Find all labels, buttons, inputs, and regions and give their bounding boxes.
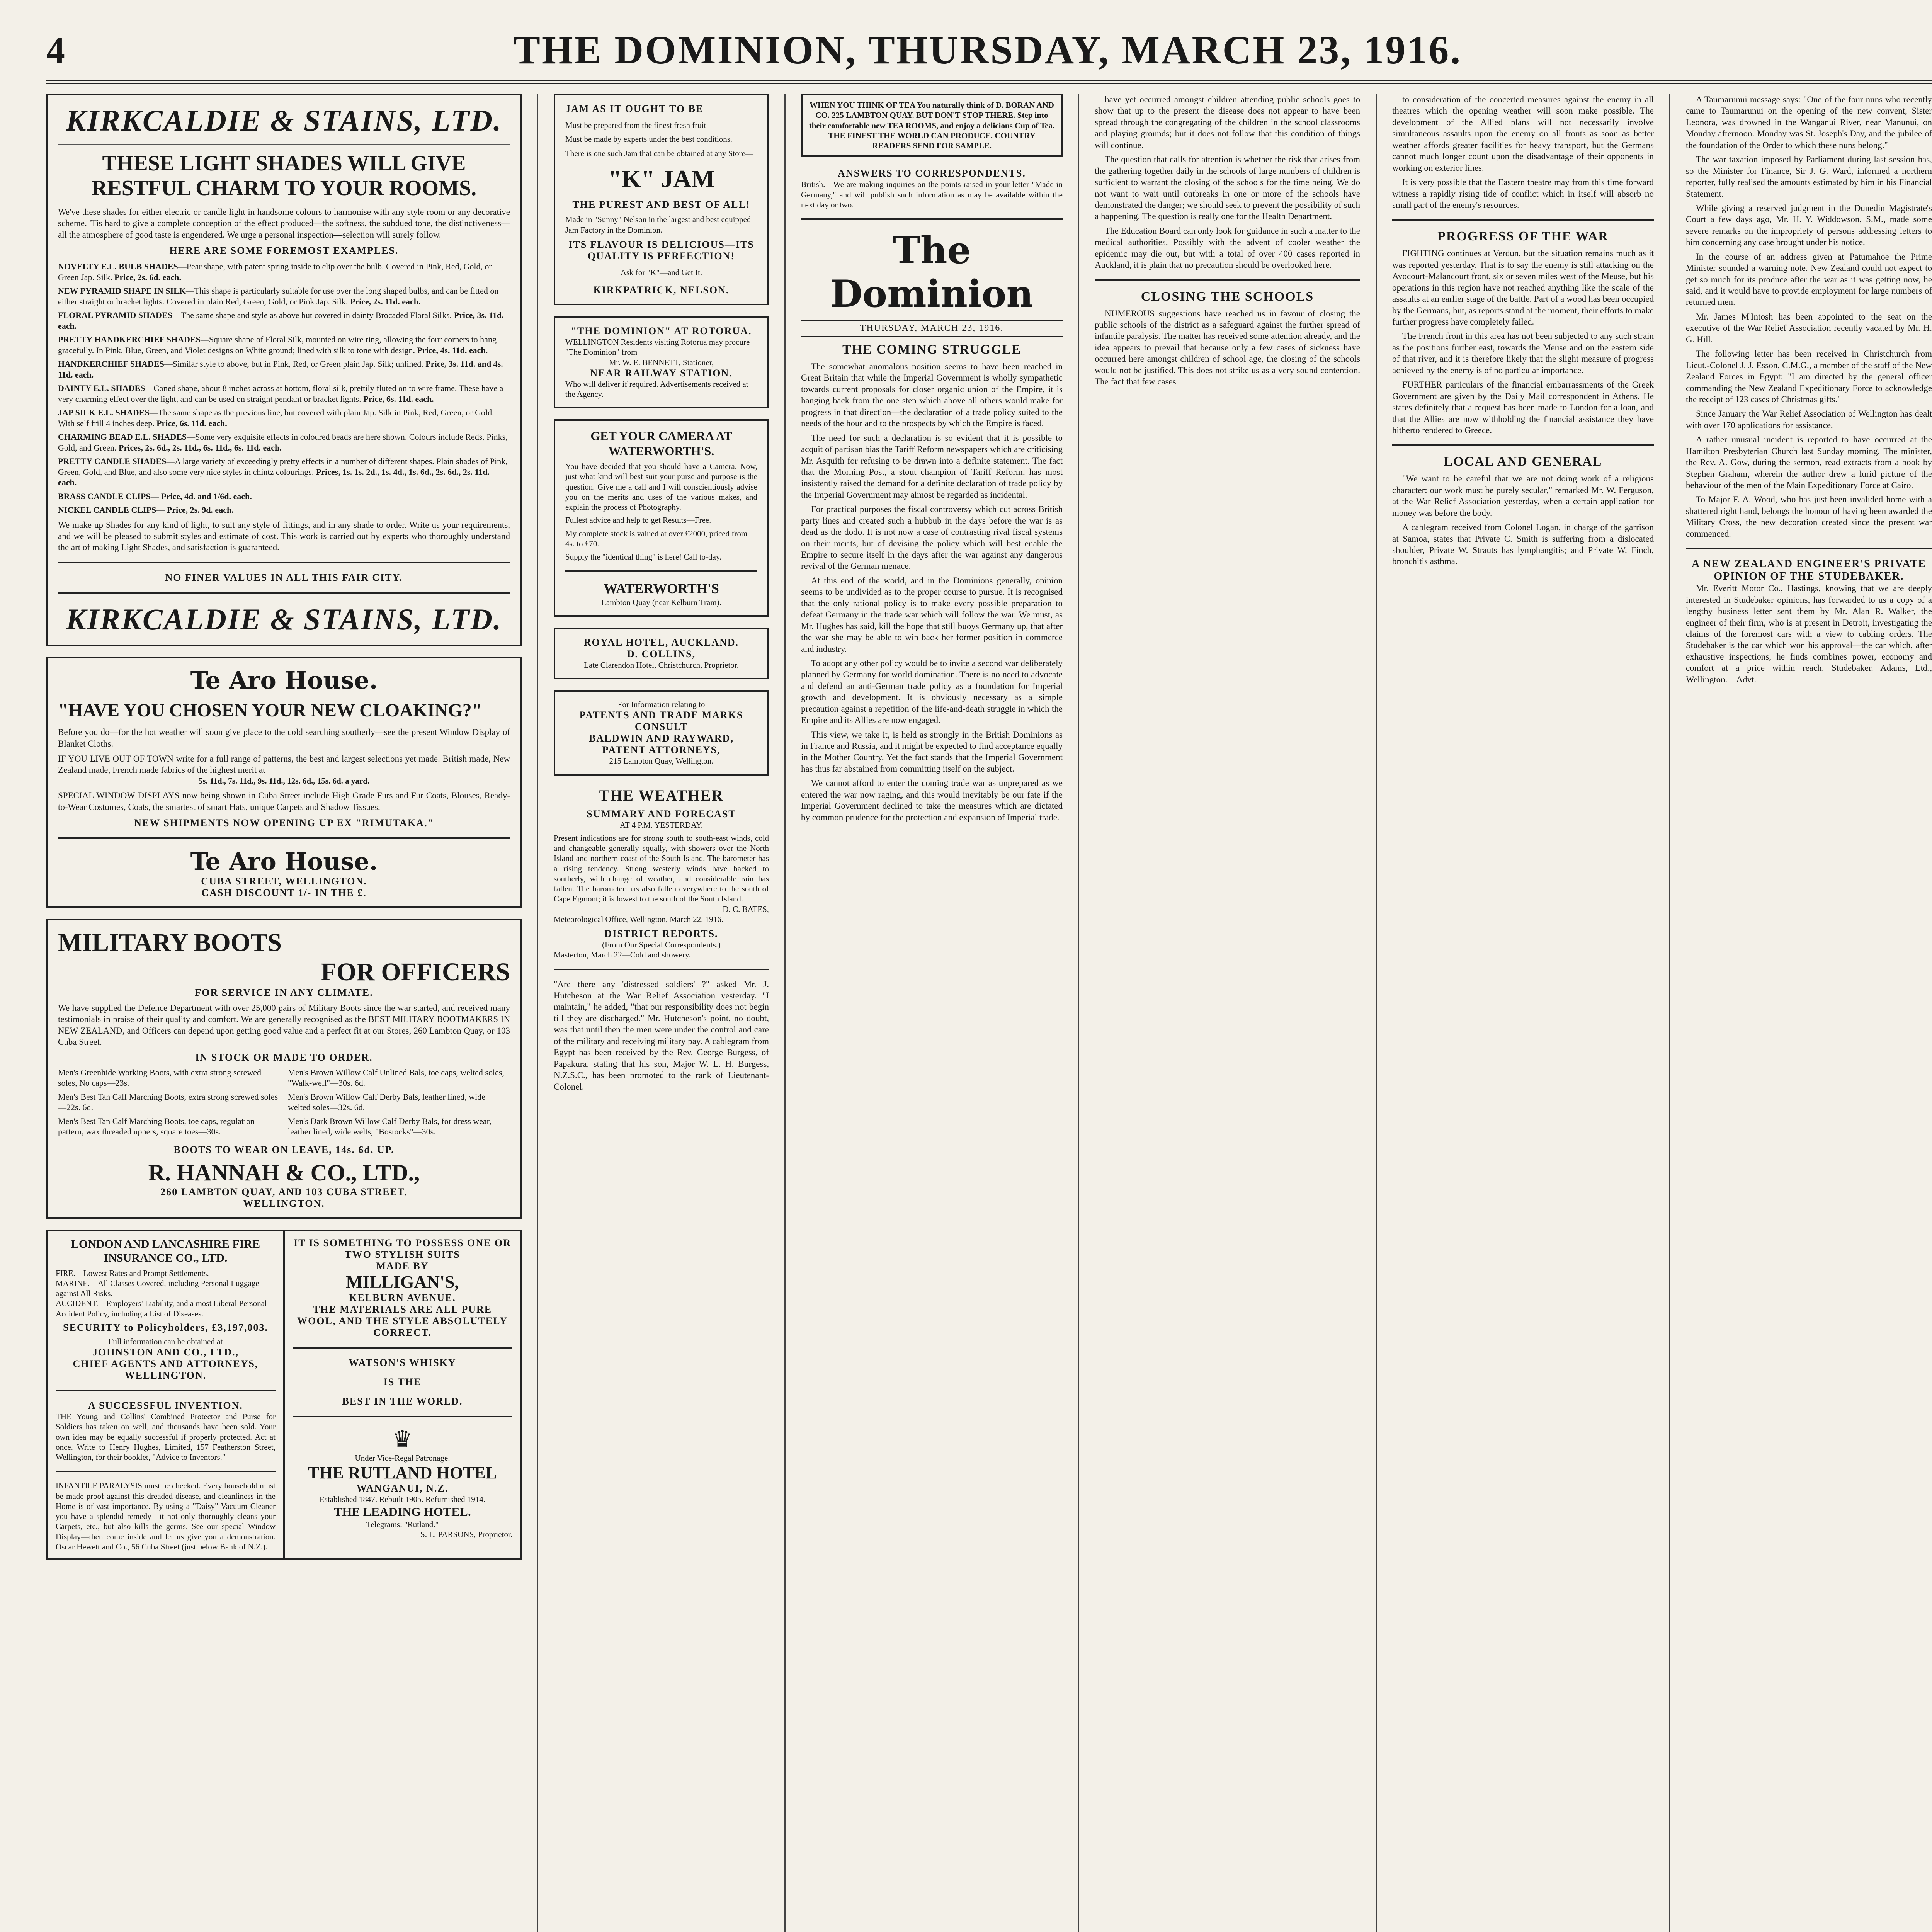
boots-headline-2: FOR OFFICERS	[321, 957, 510, 986]
weather-office: Meteorological Office, Wellington, March 22, 1916.	[554, 914, 724, 924]
boots-headline: MILITARY BOOTS	[58, 928, 282, 957]
rotorua-text: WELLINGTON Residents visiting Rotorua may procure "The Dominion" from	[565, 337, 750, 357]
jam-l2: Must be made by experts under the best conditions.	[565, 134, 733, 144]
insurance-agents: JOHNSTON AND CO., LTD.,	[92, 1347, 239, 1358]
closing-schools-head: CLOSING THE SCHOOLS	[1141, 289, 1314, 304]
insurance-info: Full information can be obtained at	[108, 1337, 223, 1346]
kirkcaldie-item	[58, 359, 510, 380]
waterworths-name: WATERWORTH'S	[604, 581, 719, 597]
local-general-head: LOCAL AND GENERAL	[1444, 454, 1602, 469]
col5-p4: The French front in this area has not been subjected to any such strain as the positions further east, towards the Meuse and on the eastern side of that river, and it is therefore likely that the slight measure of progress achieved by the enemy is of no particular importance.	[1392, 331, 1654, 375]
rotorua-agent: Mr. W. E. BENNETT, Stationer,	[609, 357, 714, 367]
kirkcaldie-item-name: NEW PYRAMID SHAPE IN SILK	[58, 286, 186, 296]
col6-p7: Since January the War Relief Association of Wellington has dealt with over 170 applications for assistance.	[1686, 409, 1932, 430]
struggle-p6: This view, we take it, is held as strongly in the British Dominions as in France and Russia, and it might be expected to find acceptance equally in the Mother Country. Yet the fact stands that the Imperial Government has thus far abstained from committing itself on the subject.	[801, 730, 1063, 774]
royal-name: ROYAL HOTEL, AUCKLAND.	[583, 636, 739, 648]
waterworths-camera-ad	[554, 419, 769, 616]
rutland-patronage: Under Vice-Regal Patronage.	[355, 1453, 450, 1463]
page-header	[46, 27, 1932, 84]
weather-district-head: DISTRICT REPORTS.	[604, 928, 718, 940]
col5-p7: A cablegram received from Colonel Logan, in charge of the garrison at Samoa, states that Private C. Smith is suffering from a dislocated shoulder, Private W. Strauts has lymphangitis; and Private W. Finch, bronchitis asthma.	[1392, 522, 1654, 566]
col6-p5: Mr. James M'Intosh has been appointed to the seat on the executive of the War Relief Association recently vacated by Mr. H. G. Hill.	[1686, 311, 1932, 344]
military-boots-ad	[46, 919, 522, 1219]
boots-item: Men's Brown Willow Calf Unlined Bals, toe caps, welted soles, "Walk-well"—30s. 6d.	[288, 1067, 504, 1088]
boots-left-items	[58, 1067, 280, 1140]
col6-p6: The following letter has been received in Christchurch from Lieut.-Colonel J. J. Esson, C.M.G., a member of the staff of the New Zealand Forces in Egypt: "I am directed by the general officer commanding the New Zealand Expeditionary Force to acknowledge the receipt of 123 cases of Christmas gifts."	[1686, 349, 1932, 404]
coming-struggle-article	[801, 361, 1063, 823]
te-aro-house-ad	[46, 657, 522, 908]
column-editorial	[784, 94, 1078, 1932]
rutland-leading: THE LEADING HOTEL.	[334, 1505, 471, 1519]
kirkcaldie-item	[58, 456, 510, 488]
crown-crest-icon: ♛	[392, 1427, 413, 1452]
kirkcaldie-item-price: Prices, 2s. 6d., 2s. 11d., 6s. 11d., 6s. 11d. each.	[119, 442, 282, 452]
invention-text: THE Young and Collins' Combined Protector and Purse for Soldiers has taken on well, and thousands have been sold. Your own idea may be equally successful if properly protected. Act at once. Write to Henry Hughes, Limited, 157 Featherston Street, Wellington, for their booklet, "Advice to Inventors."	[56, 1412, 276, 1462]
milligans-address: KELBURN AVENUE.	[349, 1292, 456, 1304]
kirkcaldie-item-price: Prices, 1s. 1s. 2d., 1s. 4d., 1s. 6d., 2s. 6d., 2s. 11d. each.	[58, 467, 490, 488]
milligans-name: MILLIGAN'S,	[346, 1272, 459, 1292]
camera-head: GET YOUR CAMERA AT WATERWORTH'S.	[590, 429, 732, 458]
weather-sub: SUMMARY AND FORECAST	[587, 808, 736, 820]
kirkcaldie-item-text: —Similar style to above, but in Pink, Red, or Green plain Jap. Silk; unlined.	[164, 359, 426, 369]
paralysis-text: INFANTILE PARALYSIS must be checked. Every household must be made proof against this dreaded disease, and cleanliness in the Home is of vast importance. By using a "Daisy" Vacuum Cleaner you have a splendid remedy—it not only thoroughly cleans your Carpets, etc., but also kills the germs. See our special Window Display—then come inside and let us give you a demonstration. Oscar Hewett and Co., 56 Cuba Street (just below Bank of N.Z.).	[56, 1481, 276, 1551]
insurance-city: WELLINGTON.	[124, 1370, 207, 1381]
boots-item: Men's Brown Willow Calf Derby Bals, leather lined, wide welted soles—32s. 6d.	[288, 1092, 486, 1112]
milligans-made-by: MADE BY	[376, 1260, 429, 1272]
weather-district-sub: (From Our Special Correspondents.)	[602, 940, 721, 950]
kirkcaldie-item-price: Price, 6s. 11d. each.	[363, 394, 434, 404]
whisky-l1: WATSON'S WHISKY	[349, 1357, 456, 1369]
col6-p1: A Taumarunui message says: "One of the four nuns who recently came to Taumarunui on the opening of the new convent, Sister Leonora, was drowned in the Wanganui River, near Manunui, on Monday afternoon. Monday was St. Joseph's Day, and the jubilee of the foundation of the Order to which these nuns belong."	[1686, 95, 1932, 150]
kirkcaldie-item-text: —	[150, 491, 162, 501]
patents-ad	[554, 690, 769, 776]
newspaper-dateline-header: THE DOMINION, THURSDAY, MARCH 23, 1916.	[513, 28, 1462, 72]
patents-head: PATENTS AND TRADE MARKS CONSULT	[579, 709, 743, 733]
kirkcaldie-item-price: Price, 6s. 11d. each.	[156, 418, 227, 428]
struggle-p1: The somewhat anomalous position seems to have been reached in Great Britain that while the Imperial Government is wholly sympathetic towards current proposals for closer organic union of the Empire, it is hanging back from the one step which above all others would make for progress in that direction—the declaration of a trade policy suited to the needs of the hour and to the prospects by which the Empire is faced.	[801, 362, 1063, 429]
engineer-head: A NEW ZEALAND ENGINEER'S PRIVATE OPINION OF THE STUDEBAKER.	[1691, 558, 1927, 583]
col4-p1: have yet occurred amongst children attending public schools goes to show that up to the present the disease does not appear to have been spread through the congregating of the children in the school classrooms and playing grounds; but it does not follow that this condition of things will continue.	[1095, 95, 1360, 150]
te-aro-prices: 5s. 11d., 7s. 11d., 9s. 11d., 12s. 6d., 15s. 6d. a yard.	[198, 776, 370, 786]
royal-prop: D. COLLINS,	[627, 648, 696, 660]
struggle-p2: The need for such a declaration is so evident that it is possible to acquit of partisan bias the Tariff Reform newspapers which are criticising Mr. Asquith for refusing to be drawn into a definite statement. The fact that the Morning Post, a stout champion of Tariff Reform, has most insistently raised the demand for a definite declaration of trade policy by the Imperial Government may almost be regarded as incidental.	[801, 433, 1063, 500]
kirkcaldie-name-repeat: KIRKCALDIE & STAINS, LTD.	[66, 602, 502, 636]
kirkcaldie-item-name: BRASS CANDLE CLIPS	[58, 491, 151, 501]
milligans-head: IT IS SOMETHING TO POSSESS ONE OR TWO STYLISH SUITS	[293, 1237, 512, 1260]
kirkcaldie-item-name: PRETTY CANDLE SHADES	[58, 456, 167, 466]
te-aro-name: Te Aro House.	[190, 666, 378, 694]
kirkcaldie-item-price: Price, 2s. 9d. each.	[167, 505, 234, 515]
col6-p3: While giving a reserved judgment in the Dunedin Magistrate's Court a few days ago, Mr. H. Y. Widdowson, S.M., made some severe remarks on the impropriety of persons addressing letters to him concerning any case brought under his notice.	[1686, 203, 1932, 247]
weather-head: THE WEATHER	[599, 786, 724, 804]
rutland-prop: S. L. PARSONS, Proprietor.	[420, 1530, 512, 1539]
kirkcaldie-item-text: —Pear shape, with patent spring inside to clip over the bulb. Covered in Pink, Red, Gold, or Green Jap. Silk.	[58, 262, 492, 282]
kirkcaldie-ad	[46, 94, 522, 646]
kirkcaldie-item-name: DAINTY E.L. SHADES	[58, 383, 145, 393]
royal-late: Late Clarendon Hotel, Christchurch, Proprietor.	[584, 660, 739, 670]
te-aro-address: CUBA STREET, WELLINGTON.	[201, 875, 367, 887]
camera-advice: Fullest advice and help to get Results—Free.	[565, 515, 711, 525]
insurance-and-small-ads	[46, 1230, 285, 1560]
kirkcaldie-item-price: Price, 2s. 6d. each.	[114, 272, 181, 282]
boots-leave: BOOTS TO WEAR ON LEAVE, 14s. 6d. UP.	[173, 1144, 395, 1155]
boots-item: Men's Greenhide Working Boots, with extra strong screwed soles, No caps—23s.	[58, 1067, 262, 1088]
boots-sub: FOR SERVICE IN ANY CLIMATE.	[195, 986, 373, 998]
kirkcaldie-item	[58, 491, 510, 502]
boots-right-items	[288, 1067, 510, 1140]
col5-p3: FIGHTING continues at Verdun, but the situation remains much as it was reported yesterday. That is to say the enemy is still attacking on the Avocourt-Malancourt front, six or seven miles west of the Meuse, but his operations in this region have not reached anything like the scale of the assaults at an earlier stage of the battle. Part of a wood has been occupied by the Germans, but, as reports stand at the moment, their efforts to make further progress have completely failed.	[1392, 248, 1654, 327]
weather-time: AT 4 P.M. YESTERDAY.	[620, 820, 703, 830]
closing-schools-article	[1095, 308, 1360, 388]
kirkcaldie-item-price: Price, 3s. 11d. and 4s. 11d. each.	[58, 359, 503, 379]
rutland-telegrams: Telegrams: "Rutland."	[366, 1519, 439, 1529]
patents-firm: BALDWIN AND RAYWARD, PATENT ATTORNEYS,	[589, 733, 734, 756]
kirkcaldie-item-name: HANDKERCHIEF SHADES	[58, 359, 164, 369]
waterworths-address: Lambton Quay (near Kelburn Tram).	[601, 597, 721, 607]
kirkcaldie-item	[58, 286, 510, 307]
kirkcaldie-item	[58, 383, 510, 404]
kirkcaldie-item-text: —Coned shape, about 8 inches across at bottom, floral silk, prettily fluted on to wire frame. These have a very charming effect over the light, and can be used on straight pendant or bracket lights.	[58, 383, 503, 404]
weather-section	[554, 786, 769, 960]
engineer-text: Mr. Everitt Motor Co., Hastings, knowing that we are deeply interested in Studebaker opinions, has forwarded to us a copy of a lengthy business letter sent them by Mr. Alan R. Walker, the engineer of their firm, who is at present in Detroit, investigating the claims of the foremost cars with a view to cabling orders. The Studebaker is the car which won his approval—the car which, after exhaustive inspections, he finds combines power, economy and comfort at a price within reach. Studebaker. Adams, Ltd., Wellington.—Advt.	[1686, 583, 1932, 684]
col5-p6: "We want to be careful that we are not doing work of a religious character: our work must be purely secular," remarked Mr. W. Ferguson, at the War Relief Association yesterday, when a certain application for money was before the body.	[1392, 474, 1654, 518]
boots-p1: We have supplied the Defence Department with over 25,000 pairs of Military Boots since the war started, and received many testimonials in praise of their quality and comfort. We are generally recognised as the BEST MILITARY BOOTMAKERS IN NEW ZEALAND, and Officers can depend upon getting good value and a perfect fit at our Stores, 260 Lambton Quay, or 103 Cuba Street.	[58, 1003, 510, 1047]
camera-supply: Supply the "identical thing" is here! Call to-day.	[565, 552, 722, 562]
col5-p1: to consideration of the concerted measures against the enemy in all theatres which the opening weather will soon make possible. The development of the Allied plans will not necessarily involve simultaneous assaults upon the enemy on all fronts as soon as better weather affords greater facilities for heavy transport, but the Germans cannot much longer count upon the disadvantage of their opponents in working on exterior lines.	[1392, 95, 1654, 173]
insurance-security: SECURITY to Policyholders, £3,197,003.	[63, 1321, 268, 1333]
paper-dateline: THURSDAY, MARCH 23, 1916.	[801, 320, 1063, 337]
schools-article-continued	[1095, 94, 1360, 271]
kirkcaldie-item-text: —The same shape and style as above but covered in dainty Brocaded Floral Silks.	[172, 310, 454, 320]
boots-item: Men's Best Tan Calf Marching Boots, toe caps, regulation pattern, wax threaded uppers, square toes—30s.	[58, 1116, 255, 1136]
kirkcaldie-name: KIRKCALDIE & STAINS, LTD.	[66, 104, 502, 137]
camera-text: You have decided that you should have a Camera. Now, just what kind will best suit your purse and purpose is the question. Give me a call and I will conscientiously advise you on the merits and uses of the various makes, and explain the process of Photography.	[565, 462, 757, 512]
kirkcaldie-item-text: —The same shape as the previous line, but covered with plain Jap. Silk in Pink, Red, Green, or Gold. With self frill 4 inches deep.	[58, 408, 494, 428]
kirkcaldie-item	[58, 334, 510, 355]
te-aro-cash: CASH DISCOUNT 1/- IN THE £.	[201, 887, 367, 898]
tea-ad-text: WHEN YOU THINK OF TEA You naturally think of D. BORAN AND CO. 225 LAMBTON QUAY. BUT DON'T STOP THERE. Step into their comfortable new TEA ROOMS, and enjoy a delicious Cup of Tea. THE FINEST THE WORLD CAN PRODUCE. COUNTRY READERS SEND FOR SAMPLE.	[809, 100, 1055, 150]
kirkcaldie-item-price: Price, 4d. and 1/6d. each.	[161, 491, 252, 501]
kirkcaldie-intro: We've these shades for either electric or candle light in handsome colours to harmonise with any style room or any decorative scheme. 'Tis hard to give a complete conception of the effect produced—the softness, the subdued tone, the distinctiveness—all the atmosphere of good taste is engendered. We urge a personal inspection—selection will surely follow.	[58, 207, 510, 240]
progress-of-war-article	[1392, 248, 1654, 436]
invention-head: A SUCCESSFUL INVENTION.	[88, 1400, 243, 1411]
kirkcaldie-item	[58, 407, 510, 429]
tea-rooms-ad	[801, 94, 1063, 157]
royal-hotel-ad	[554, 628, 769, 679]
jam-brand: "K" JAM	[608, 165, 715, 192]
te-aro-p1: Before you do—for the hot weather will soon give place to the cold searching southerly—see the present Window Display of Blanket Cloths.	[58, 727, 510, 748]
rutland-place: WANGANUI, N.Z.	[356, 1483, 449, 1494]
jam-flavour: ITS FLAVOUR IS DELICIOUS—ITS QUALITY IS PERFECTION!	[568, 238, 754, 262]
jam-question: JAM AS IT OUGHT TO BE	[565, 103, 704, 114]
weather-district: Masterton, March 22—Cold and showery.	[554, 950, 691, 960]
kirkcaldie-item	[58, 505, 510, 515]
kirkcaldie-item-name: CHARMING BEAD E.L. SHADES	[58, 432, 187, 442]
column-news-5	[1376, 94, 1669, 1932]
struggle-p5: To adopt any other policy would be to invite a second war deliberately planned by Germany for world domination. There is no need to advocate and defend an anti-German trade policy as a foundation for Imperial growth and development. It is obviously necessary as a simple precaution against a repetition of the life-and-death struggle in which the Empire and its Allies are now engaged.	[801, 658, 1063, 725]
insurance-agents-2: CHIEF AGENTS AND ATTORNEYS,	[73, 1358, 259, 1369]
kirkcaldie-item-text: —Square shape of Floral Silk, mounted on wire ring, allowing the four corners to hang gracefully. In Pink, Blue, Green, and Violet designs on White ground; lined with silk to tone with design.	[58, 335, 497, 355]
te-aro-p3: SPECIAL WINDOW DISPLAYS now being shown in Cuba Street include High Grade Furs and Fur Coats, Blouses, Ready-to-Wear Costumes, Coats, the smartest of smart Hats, unique Carpets and Shadow Tissues.	[58, 791, 510, 812]
jam-l3: There is one such Jam that can be obtained at any Store—	[565, 148, 753, 158]
paper-masthead-title: The Dominion	[830, 228, 1034, 316]
war-article-continued	[1392, 94, 1654, 211]
column-ads-left	[46, 94, 537, 1932]
rotorua-station: NEAR RAILWAY STATION.	[590, 367, 733, 379]
local-notes	[1686, 94, 1932, 539]
local-general-article	[1392, 473, 1654, 567]
col5-p5: FURTHER particulars of the financial embarrassments of the Greek Government are given by the Daily Mail correspondent in Athens. He states definitely that a request has been made to London for a loan, and that the Allies are now withholding the financial assistance they have hitherto rendered to Greece.	[1392, 380, 1654, 435]
insurance-fire: FIRE.—Lowest Rates and Prompt Settlements.	[56, 1268, 209, 1278]
jam-ask: Ask for "K"—and Get It.	[620, 267, 702, 277]
insurance-marine: MARINE.—All Classes Covered, including Personal Luggage against All Risks.	[56, 1278, 259, 1298]
struggle-p4: At this end of the world, and in the Dominions generally, opinion seems to be undivided as to the proper course to pursue. It is recognised that the only rational policy is to make every possible preparation to defeat Germany in the trade war which will follow the war. We must, as Mr. Hughes has said, kill the hope that still buoys Germany up, that after the war she may be able to win back her former position in commerce and industry.	[801, 575, 1063, 654]
weather-signed: D. C. BATES,	[723, 904, 769, 914]
boots-item: Men's Dark Brown Willow Calf Derby Bals, for dress wear, leather lined, wide welts, "Bostocks"—30s.	[288, 1116, 492, 1136]
te-aro-name-repeat: Te Aro House.	[190, 847, 378, 876]
column-ads-middle	[537, 94, 784, 1932]
bottom-ads-row	[46, 1230, 522, 1560]
patents-intro: For Information relating to	[617, 700, 705, 709]
milligans-whisky-rutland-ads	[285, 1230, 522, 1560]
kirkcaldie-item	[58, 310, 510, 331]
answers-text: British.—We are making inquiries on the points raised in your letter "Made in Germany," and will publish such information as may be available within the next day or two.	[801, 180, 1063, 209]
kirkcaldie-item	[58, 432, 510, 453]
col4-p2: The question that calls for attention is whether the risk that arises from the gathering together daily in the schools of large numbers of children is sufficient to warrant the closing of the schools for the time being. We do not want to wait until outbreaks in one or more of the schools have demonstrated the danger; we should seek to prevent the possibility of such a happening. The question is really one for the Health Department.	[1095, 155, 1360, 221]
kirkcaldie-item-text: —Some very exquisite effects in coloured beads are here shown. Colours include Reds, Pinks, Gold, and Green.	[58, 432, 508, 452]
kirkcaldie-item-name: NOVELTY E.L. BULB SHADES	[58, 262, 178, 272]
closing-schools-text: NUMEROUS suggestions have reached us in favour of closing the public schools of the district as a safeguard against the further spread of infantile paralysis. The matter has received some attention already, and the idea appears to prevail that because only a few cases of sickness have occurred here amongst children of school age, the closing of the schools would not be justified. This does not strike us as a very sound contention. The fact that few cases	[1095, 308, 1360, 387]
progress-of-war-head: PROGRESS OF THE WAR	[1437, 229, 1609, 244]
kirkcaldie-item-name: NICKEL CANDLE CLIPS	[58, 505, 156, 515]
struggle-p7: We cannot afford to enter the coming trade war as unprepared as we entered the war now raging, and this would inevitably be our fate if the Imperial Government declined to take the measures which are dictated by common prudence for the protection and expansion of Imperial trade.	[801, 778, 1063, 822]
kirkcaldie-item-price: Price, 2s. 11d. each.	[350, 296, 421, 306]
boots-address: 260 LAMBTON QUAY, AND 103 CUBA STREET.	[160, 1186, 408, 1197]
patents-address: 215 Lambton Quay, Wellington.	[609, 756, 714, 766]
rutland-established: Established 1847. Rebuilt 1905. Refurnished 1914.	[319, 1495, 486, 1504]
kirkcaldie-item-name: FLORAL PYRAMID SHADES	[58, 310, 172, 320]
te-aro-shipments: NEW SHIPMENTS NOW OPENING UP EX "RIMUTAKA."	[134, 817, 434, 828]
kirkcaldie-item-text: —This shape is particularly suitable for use over the long shaped bulbs, and can be fitted on either straight or bracket lights. Covered in plain Red, Green, Gold, or Pink Jap. Silk.	[58, 286, 499, 306]
kirkcaldie-item-price: Price, 4s. 11d. each.	[417, 345, 488, 355]
boots-item-columns	[58, 1067, 510, 1140]
col4-p3: The Education Board can only look for guidance in such a matter to the medical authorities. Possibly with the advent of cooler weather the epidemic may die out, but with a total of over 400 cases reported in Auckland, it is plain that no precaution should be overlooked here.	[1095, 226, 1360, 270]
jam-slogan: THE PUREST AND BEST OF ALL!	[572, 199, 750, 211]
boots-stock: IN STOCK OR MADE TO ORDER.	[195, 1051, 373, 1063]
whisky-l2: IS THE	[383, 1376, 422, 1388]
kirkcaldie-examples-head: HERE ARE SOME FOREMOST EXAMPLES.	[169, 245, 399, 257]
jam-l1: Must be prepared from the finest fresh fruit—	[565, 121, 714, 130]
kirkcaldie-outro: We make up Shades for any kind of light, to suit any style of fittings, and in any shade to order. Write us your requirements, and we will be pleased to submit styles and estimate of cost. This work is carried out by experts who thoroughly understand the art of making Light Shades, and satisfaction is guaranteed.	[58, 520, 510, 553]
k-jam-ad	[554, 94, 769, 305]
col5-p2: It is very possible that the Eastern theatre may from this time forward witness a rapidly rising tide of conflict which in itself will absorb no small part of the enemy's resources.	[1392, 177, 1654, 210]
kirkcaldie-item-list	[58, 261, 510, 515]
rotorua-head: "THE DOMINION" AT ROTORUA.	[571, 325, 752, 337]
kirkcaldie-item-name: PRETTY HANDKERCHIEF SHADES	[58, 335, 201, 345]
camera-stock: My complete stock is valued at over £2000, priced from 4s. to £70.	[565, 529, 748, 548]
page-number: 4	[46, 29, 65, 71]
te-aro-headline: "HAVE YOU CHOSEN YOUR NEW CLOAKING?"	[58, 700, 482, 721]
insurance-accident: ACCIDENT.—Employers' Liability, and a most Liberal Personal Accident Policy, including a List of Diseases.	[56, 1299, 267, 1318]
jam-made: Made in "Sunny" Nelson in the largest and best equipped Jam Factory in the Dominion.	[565, 215, 751, 235]
column-news-6	[1669, 94, 1932, 1932]
jam-maker: KIRKPATRICK, NELSON.	[593, 284, 730, 296]
kirkcaldie-item	[58, 261, 510, 282]
column-news-4	[1078, 94, 1376, 1932]
col6-p4: In the course of an address given at Patumahoe the Prime Minister sounded a warning note. New Zealand could not expect to get so much for its produce after the war as it was getting now, he said, and it would have to provide employment for large numbers of returned men.	[1686, 252, 1932, 307]
kirkcaldie-headline: THESE LIGHT SHADES WILL GIVE RESTFUL CHARM TO YOUR ROOMS.	[91, 151, 477, 201]
distressed-soldiers-story: "Are there any 'distressed soldiers' ?" asked Mr. J. Hutcheson at the War Relief Association yesterday. "I maintain," he added, "that our responsibility does not begin till they are discharged." Mr. Hutcheson's point, no doubt, was that until then the men were under the control and care of the military and receiving military pay. A cablegram from Egypt has been received by the Rev. George Burgess, of Papakura, stating that his son, Major W. L. H. Burgess, N.Z.S.C., has been promoted to the rank of Lieutenant-Colonel.	[554, 979, 769, 1092]
rotorua-notice	[554, 316, 769, 408]
kirkcaldie-item-name: JAP SILK E.L. SHADES	[58, 408, 150, 418]
rutland-name: THE RUTLAND HOTEL	[308, 1463, 497, 1482]
col6-p8: A rather unusual incident is reported to have occurred at the Hamilton Presbyterian Church last Sunday morning. The minister, the Rev. A. Gow, during the sermon, read extracts from a book by Stephen Graham, wherein the author drew a lurid picture of the behaviour of the men of the Main Expeditionary Force at Cairo.	[1686, 435, 1932, 490]
answers-head: ANSWERS TO CORRESPONDENTS.	[838, 168, 1026, 179]
insurance-name: LONDON AND LANCASHIRE FIRE INSURANCE CO., LTD.	[71, 1237, 260, 1264]
boots-firm: R. HANNAH & CO., LTD.,	[148, 1160, 420, 1185]
struggle-p3: For practical purposes the fiscal controversy which cut across British party lines and created such a hubbub in the days before the war is as dead as the dodo. It is not now a case of contrasting rival fiscal systems on their merits, but of devising the policy which will best enable the Empire to secure itself in the days after the war against any dangerous revival of the German menace.	[801, 504, 1063, 571]
rotorua-note: Who will deliver if required. Advertisements received at the Agency.	[565, 379, 748, 399]
kirkcaldie-item-price: Price, 3s. 11d. each.	[58, 310, 504, 331]
col6-p9: To Major F. A. Wood, who has just been invalided home with a shattered right hand, belongs the honour of having been awarded the Military Cross, the new decoration created since the present war commenced.	[1686, 495, 1932, 539]
coming-struggle-head: THE COMING STRUGGLE	[842, 342, 1022, 357]
col6-p2: The war taxation imposed by Parliament during last session has, so the Minister for Finance, Sir J. G. Ward, informed a northern reporter, fully realised the amounts estimated by him in his Financial Statement.	[1686, 155, 1932, 199]
weather-text: Present indications are for strong south to south-east winds, cold and changeable generally squally, with showers over the North Island and northern coast of the South Island. The barometer has a rising tendency. Strong westerly winds have backed to southerly, with change of weather, and considerable rain has fallen. The barometer has also fallen everywhere to the south of Cape Egmont; it is lowest to the south of the South Island.	[554, 833, 769, 904]
boots-city: WELLINGTON.	[243, 1197, 325, 1209]
kirkcaldie-item-text: —	[156, 505, 167, 515]
engineer-article	[1686, 583, 1932, 685]
whisky-l3: BEST IN THE WORLD.	[342, 1396, 463, 1407]
answers-section	[801, 168, 1063, 210]
te-aro-p2: IF YOU LIVE OUT OF TOWN write for a full range of patterns, the best and largest selections yet made. British made, New Zealand made, French made fabrics of the highest merit at	[58, 753, 510, 775]
kirkcaldie-footer: NO FINER VALUES IN ALL THIS FAIR CITY.	[165, 571, 403, 583]
kirkcaldie-item-text: —A large variety of exceedingly pretty effects in a number of different shapes. Plain shades of Pink, Green, Gold, and Blue, and also some very nice styles in chintz colourings.	[58, 456, 508, 477]
milligans-tag: THE MATERIALS ARE ALL PURE WOOL, AND THE STYLE ABSOLUTELY CORRECT.	[297, 1304, 508, 1338]
boots-item: Men's Best Tan Calf Marching Boots, extra strong screwed soles—22s. 6d.	[58, 1092, 278, 1112]
